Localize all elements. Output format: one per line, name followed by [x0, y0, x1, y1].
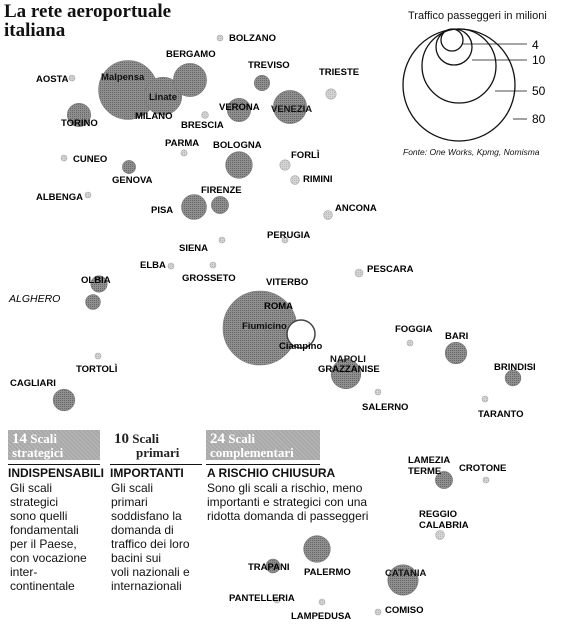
category-divider [8, 464, 100, 465]
airport-circle-treviso [254, 75, 269, 90]
airport-label-brescia: BRESCIA [181, 120, 224, 131]
airport-label-roma: ROMA [264, 301, 294, 312]
category-description-line: ridotta domanda di passeggeri [207, 509, 369, 523]
airport-circle-albenga [85, 192, 91, 198]
airport-label-salerno: SALERNO [362, 402, 409, 413]
category-description-line: con vocazione [10, 551, 87, 565]
airport-label-palermo: PALERMO [304, 567, 351, 578]
airport-label-bologna: BOLOGNA [213, 140, 262, 151]
airport-label-olbia: OLBIA [81, 275, 111, 286]
airport-circle-salerno [375, 389, 381, 395]
airport-label-bolzano: BOLZANO [229, 33, 276, 44]
airport-label-trapani: TRAPANI [248, 562, 290, 573]
legend-circle-10 [436, 29, 472, 65]
category-box-label-2: complementari [210, 445, 294, 460]
airport-label-cagliari: CAGLIARI [10, 378, 56, 389]
airport-label-reggio-calabria: REGGIO CALABRIA [419, 509, 469, 531]
category-divider [206, 464, 320, 465]
category-count: 24 [210, 431, 225, 447]
airport-label-brindisi: BRINDISI [494, 362, 536, 373]
category-description-line: importanti e strategici con una [207, 495, 368, 509]
category-heading-strategic: INDISPENSABILI [8, 466, 105, 480]
airport-label-malpensa: Malpensa [101, 72, 145, 83]
airport-label-linate: Linate [149, 92, 177, 103]
airport-circle-taranto [482, 396, 488, 402]
airport-circle-comiso [375, 609, 381, 615]
airport-circle-grosseto [210, 262, 216, 268]
airport-circle-aosta [69, 75, 75, 81]
airport-label-fiumicino: Fiumicino [242, 321, 287, 332]
airport-label-verona: VERONA [219, 102, 260, 113]
category-heading-complementary: A RISCHIO CHIUSURA [207, 466, 336, 480]
category-description-strategic [10, 481, 108, 593]
category-description-line: voli nazionali e [111, 565, 190, 579]
legend-value-10: 10 [532, 53, 546, 67]
airport-circle-crotone [483, 477, 489, 483]
category-description-line: traffico dei loro [111, 537, 190, 551]
airport-label-cuneo: CUNEO [73, 154, 108, 165]
legend-circle-80 [403, 29, 515, 141]
airport-label-viterbo: VITERBO [266, 277, 309, 288]
airport-label-pisa: PISA [151, 205, 174, 216]
title-line-1: La rete aeroportuale [4, 1, 172, 22]
category-description-line: continentale [10, 579, 75, 593]
airport-label-albenga: ALBENGA [36, 192, 83, 203]
category-description-line: domanda di [111, 523, 174, 537]
airport-label-rimini: RIMINI [303, 174, 333, 185]
category-box-label-2: strategici [12, 445, 64, 460]
airport-circle-cagliari [53, 389, 75, 411]
category-box-label-1: Scali [132, 431, 159, 446]
category-box-label-1: Scali [228, 431, 255, 446]
airport-circle-bergamo [173, 63, 206, 96]
airport-label-perugia: PERUGIA [267, 230, 311, 241]
airport-circle-brescia [202, 112, 209, 119]
category-description-line: primari [111, 495, 148, 509]
airport-label-firenze: FIRENZE [201, 185, 242, 196]
airport-label-trieste: TRIESTE [319, 67, 360, 78]
airport-circle-forli [280, 160, 290, 170]
legend-value-50: 50 [532, 84, 546, 98]
category-description-line: internazionali [111, 579, 182, 593]
airport-circle-parma [181, 150, 187, 156]
airport-circle-tortoli [95, 353, 101, 359]
category-description-primary [111, 481, 209, 593]
category-count: 10 [114, 431, 129, 447]
airport-label-napoli: NAPOLI [330, 354, 366, 365]
airport-label-catania: CATANIA [385, 568, 427, 579]
airport-label-ciampino: Ciampino [279, 341, 323, 352]
airport-label-comiso: COMISO [385, 605, 424, 616]
airport-label-ancona: ANCONA [335, 203, 377, 214]
category-box-complementary [206, 430, 320, 460]
category-description-line: strategici [10, 495, 59, 509]
airport-label-aosta: AOSTA [36, 74, 69, 85]
legend-title: Traffico passeggeri in milioni [408, 10, 547, 22]
airport-label-lampedusa: LAMPEDUSA [291, 611, 352, 622]
airport-circle-ancona [324, 211, 333, 220]
airport-label-elba: ELBA [140, 260, 166, 271]
category-count: 14 [12, 431, 27, 447]
legend-circle-50 [422, 29, 496, 103]
airport-label-grazzanise: GRAZZANISE [318, 364, 380, 375]
source-note: Fonte: One Works, Kpmg, Nomisma [403, 147, 540, 157]
airport-label-torino: TORINO [61, 118, 98, 129]
airport-circle-alghero [86, 295, 101, 310]
airport-label-crotone: CROTONE [459, 463, 507, 474]
page-title [4, 2, 234, 40]
category-description-line: inter- [10, 565, 38, 579]
airport-label-milano: MILANO [135, 111, 173, 122]
airport-label-lamezia-terme: LAMEZIA TERME [408, 455, 451, 477]
category-box-strategic [8, 430, 100, 460]
airport-circle-foggia [407, 340, 413, 346]
legend-circles [403, 29, 546, 141]
category-description-line: bacini sui [111, 551, 162, 565]
category-box-primary [110, 430, 202, 460]
airport-label-siena: SIENA [179, 243, 209, 254]
airport-label-tortoli: TORTOLÌ [76, 364, 118, 375]
category-box-label-2: primari [136, 445, 180, 460]
airport-circle-reggio-calabria [436, 531, 445, 540]
airport-circle-siena [219, 237, 225, 243]
legend-value-4: 4 [532, 38, 539, 52]
category-description-line: Gli scali [111, 481, 154, 495]
category-description-line: Gli scali [10, 481, 53, 495]
legend-circle-4 [441, 29, 463, 51]
airport-label-venezia: VENEZIA [271, 104, 313, 115]
airport-label-alghero: ALGHERO [9, 293, 61, 305]
airport-circle-genova [122, 160, 135, 173]
airport-label-grosseto: GROSSETO [182, 273, 236, 284]
category-box-label-1: Scali [30, 431, 57, 446]
airport-circle-bari [445, 342, 467, 364]
airport-circle-pescara [355, 269, 363, 277]
airport-label-parma: PARMA [165, 138, 200, 149]
category-description-line: sono quelli [10, 509, 68, 523]
category-heading-primary: IMPORTANTI [110, 466, 184, 480]
category-description-complementary [207, 481, 407, 523]
legend-value-80: 80 [532, 112, 546, 126]
airport-label-bari: BARI [445, 331, 469, 342]
airport-circle-lampedusa [319, 599, 325, 605]
airport-circle-rimini [291, 176, 300, 185]
airport-label-pescara: PESCARA [367, 264, 414, 275]
category-description-line: Sono gli scali a rischio, meno [207, 481, 363, 495]
airport-label-treviso: TREVISO [248, 60, 290, 71]
airport-circle-cuneo [61, 155, 67, 161]
airport-label-genova: GENOVA [112, 175, 153, 186]
category-description-line: per il Paese, [10, 537, 77, 551]
airport-circle-elba [168, 263, 174, 269]
airport-circle-bologna [226, 152, 253, 179]
airport-label-foggia: FOGGIA [395, 324, 433, 335]
category-description-line: fondamentali [10, 523, 79, 537]
title-line-2: italiana [4, 20, 66, 41]
airport-circle-palermo [304, 536, 331, 563]
airport-label-bergamo: BERGAMO [166, 49, 216, 60]
airport-circle-firenze [211, 196, 228, 213]
airport-label-pantelleria: PANTELLERIA [229, 593, 295, 604]
airport-circle-trieste [326, 89, 336, 99]
airport-circle-pisa [182, 195, 207, 220]
category-divider [110, 464, 202, 465]
category-description-line: soddisfano la [111, 509, 182, 523]
airport-label-forli: FORLÌ [291, 150, 320, 161]
airport-label-taranto: TARANTO [478, 409, 524, 420]
